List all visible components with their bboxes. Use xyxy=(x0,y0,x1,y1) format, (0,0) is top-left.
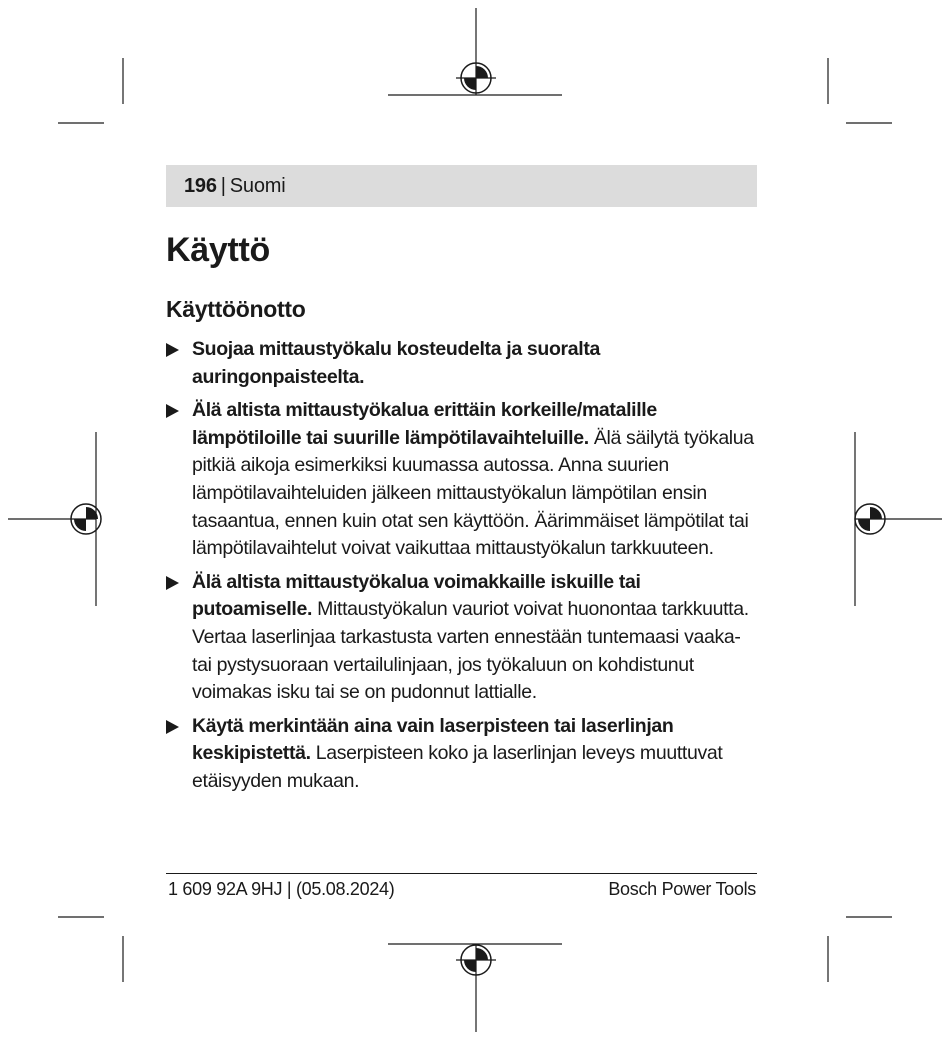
footer-brand: Bosch Power Tools xyxy=(608,879,756,899)
page-header xyxy=(184,174,285,198)
bullet-triangle-icon xyxy=(166,720,179,734)
bullet-triangle-icon xyxy=(166,343,179,357)
list-item xyxy=(166,569,760,707)
footer-document-id: 1 609 92A 9HJ | (05.08.2024) xyxy=(168,879,395,899)
page-number: 196 xyxy=(184,175,217,197)
footer-divider xyxy=(166,873,757,874)
item-body-text: Mittaustyökalun vauriot voivat huonontaa tarkkuutta. Vertaa laserlinjaa tarkastusta varten ennestään tuntemaasi vaaka- tai pystysuoraan vertailulinjaan, jos työkaluun on kohdistunut voimakas isku tai se on pudonnut lattialle. xyxy=(192,598,749,704)
registration-mark-top xyxy=(456,63,496,93)
registration-mark-right xyxy=(855,504,885,534)
header-language: Suomi xyxy=(229,175,286,197)
list-item xyxy=(166,336,760,391)
registration-mark-bottom xyxy=(456,945,496,975)
safety-instructions-list xyxy=(166,336,760,802)
item-body-text: Laserpisteen koko ja laserlinjan leveys muuttuvat etäisyyden mukaan. xyxy=(192,742,723,792)
registration-mark-left xyxy=(71,504,101,534)
section-title: Käyttö xyxy=(166,231,270,269)
list-item xyxy=(166,397,760,563)
bullet-triangle-icon xyxy=(166,404,179,418)
subsection-title: Käyttöönotto xyxy=(166,296,306,322)
item-bold-text: Suojaa mittaustyökalu kosteudelta ja suoralta auringonpaisteelta. xyxy=(192,338,600,388)
header-separator: | xyxy=(220,175,226,197)
item-bold-text: Älä altista mittaustyökalua erittäin korkeille/matalille lämpötiloille tai suurille lämpötilavaihteluille. xyxy=(192,399,657,449)
item-bold-text: Älä altista mittaustyökalua voimakkaille iskuille tai putoamiselle. xyxy=(192,570,641,621)
item-bold-text: Käytä merkintään aina vain laserpisteen tai laserlinjan keskipistettä. xyxy=(192,714,674,765)
list-item xyxy=(166,713,760,796)
bullet-triangle-icon xyxy=(166,576,179,590)
item-body-text: Älä säilytä työkalua pitkiä aikoja esimerkiksi kuumassa autossa. Anna suurien lämpötilavaihteluiden jälkeen mittaustyökalun lämpötilan ensin tasaantua, ennen kuin otat sen käyttöön. Äärimmäiset lämpötilat tai lämpötilavaihtelut voivat vaikuttaa mittaustyökalun tarkkuuteen. xyxy=(192,426,754,560)
